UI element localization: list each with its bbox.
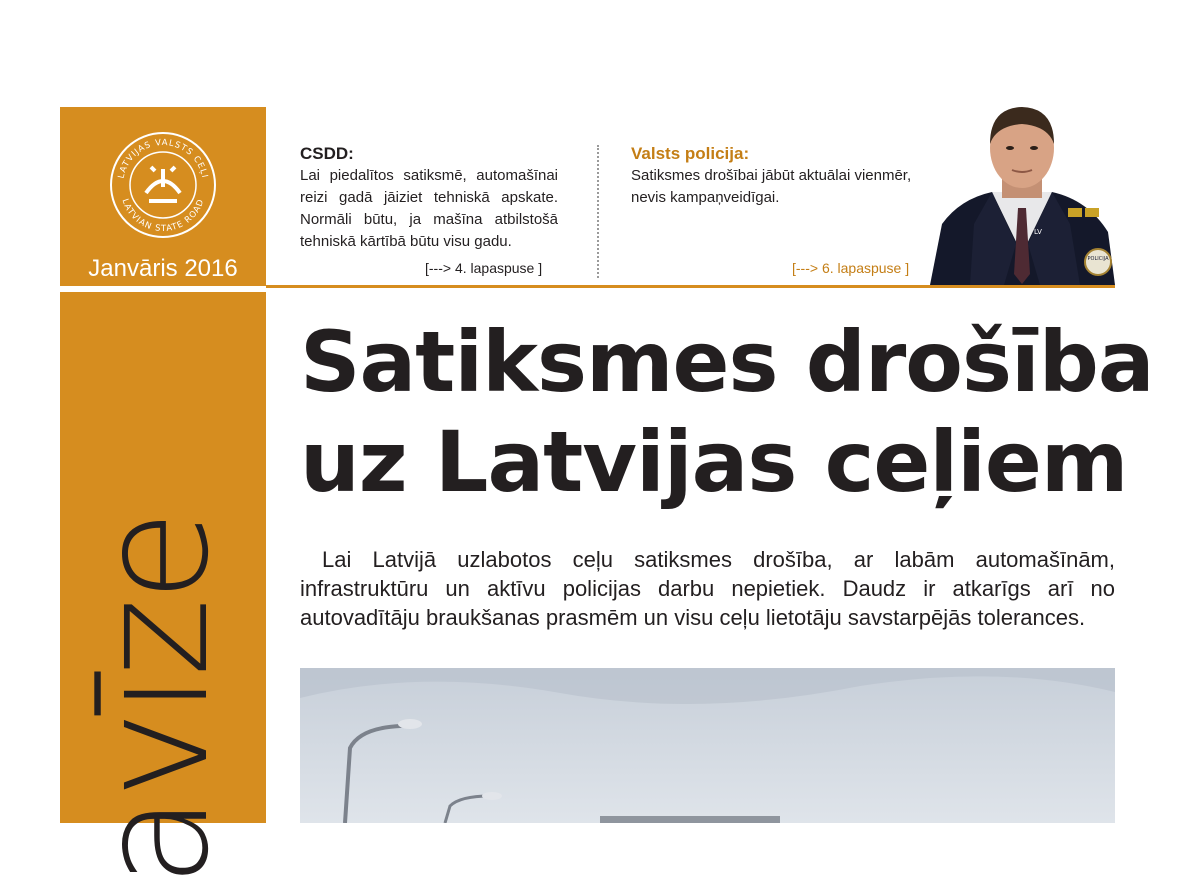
latvian-state-roads-logo — [109, 131, 217, 239]
masthead-title: avīze — [68, 513, 242, 887]
issue-date: Janvāris 2016 — [88, 255, 238, 282]
teaser-police — [631, 143, 921, 209]
collar-text: LV — [1034, 228, 1042, 236]
sidebar-divider — [60, 286, 266, 292]
column-separator — [597, 145, 599, 278]
header-rule — [266, 285, 1115, 288]
police-officer-portrait — [930, 104, 1115, 285]
logo-top-text: LATVIJAS VALSTS CEĻI — [116, 137, 210, 180]
road-photo — [300, 668, 1115, 823]
headline-line-1: Satiksmes drošība — [300, 313, 1154, 411]
teaser-heading: Valsts policija: — [631, 144, 750, 163]
page-link-6[interactable]: [---> 6. lapaspuse ] — [792, 260, 910, 276]
sidebar-band — [60, 107, 266, 887]
teaser-heading: CSDD: — [300, 144, 354, 163]
page-link-4[interactable]: [---> 4. lapaspuse ] — [425, 260, 543, 276]
main-headline — [300, 312, 1154, 512]
badge-text: POLICIJA — [1087, 256, 1109, 262]
teaser-csdd — [300, 143, 558, 253]
teaser-body: Lai piedalītos satiksmē, automašīnai reizi gadā jāiziet tehniskā apskate. Normāli būtu, ja mašīna atbilstošā tehniskā kārtībā būtu visu gadu. — [300, 167, 558, 250]
lead-paragraph: Lai Latvijā uzlabotos ceļu satiksmes drošība, ar labām automašīnām, infrastruktūru un aktīvu policijas darbu nepietiek. Daudz ir atkarīgs arī no autovadītāju braukšanas prasmēm un visu ceļu lietotāju savstarpējās tolerances. — [300, 547, 1115, 630]
logo-bottom-text: LATVIAN STATE ROAD — [119, 197, 207, 235]
headline-line-2: uz Latvijas ceļiem — [300, 413, 1128, 511]
teaser-body: Satiksmes drošībai jābūt aktuālai vienmēr, nevis kampaņveidīgai. — [631, 167, 912, 206]
